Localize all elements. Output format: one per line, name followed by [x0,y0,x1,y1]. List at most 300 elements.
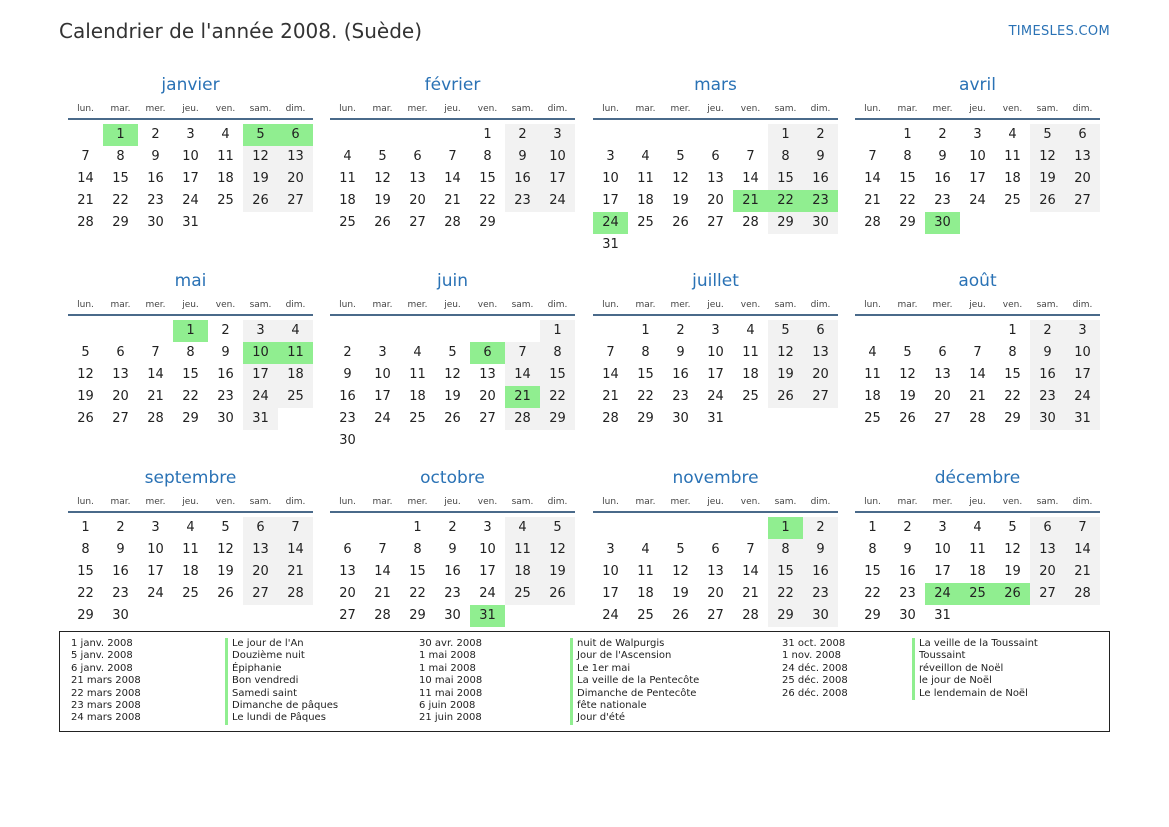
day-cell: 5 [903,345,912,360]
day-cell: 30 [1030,408,1065,430]
day-cell: 3 [938,520,947,535]
day-cell: 26 [768,386,803,408]
day-cell: 25 [182,586,199,601]
weekday-label: ven. [1002,104,1023,114]
holiday-date: 1 janv. 2008 [71,638,133,649]
holiday-date: 24 déc. 2008 [782,662,848,674]
day-cell: 3 [243,320,278,342]
day-cell: 30 [803,605,838,627]
weekday-label: ven. [215,300,236,310]
holiday-date: 25 déc. 2008 [782,675,848,687]
day-cell: 20 [934,389,951,404]
day-cell: 7 [378,542,387,557]
holiday-name: Le 1er mai [577,662,631,674]
day-cell: 10 [969,149,986,164]
day-cell: 3 [711,323,720,338]
holiday-name: Le lendemain de Noël [919,687,1028,699]
day-cell: 27 [803,386,838,408]
day-cell: 6 [938,345,947,360]
weekday-label: dim. [547,300,568,310]
weekday-label: ven. [740,104,761,114]
day-cell: 12 [444,367,461,382]
day-cell: 15 [182,367,199,382]
day-cell: 1 [173,320,208,342]
day-cell: 23 [803,583,838,605]
month-divider [330,314,575,316]
month-divider [68,314,313,316]
weekday-label: mer. [407,104,428,114]
weekday-label: lun. [77,300,94,310]
holiday-dates [419,638,482,725]
day-cell: 25 [505,583,540,605]
day-cell: 4 [641,542,650,557]
day-cell: 24 [243,386,278,408]
day-cell: 7 [505,342,540,364]
holiday-name: Dimanche de pâques [232,699,339,711]
weekday-label: mar. [372,104,393,114]
day-cell: 31 [707,411,724,426]
day-cell: 30 [925,212,960,234]
holiday-names [225,638,338,725]
day-cell: 28 [77,215,94,230]
day-cell: 23 [934,193,951,208]
holiday-names [912,638,1038,700]
day-cell: 19 [672,586,689,601]
weekday-label: lun. [339,497,356,507]
holiday-name: Toussaint [919,650,966,662]
day-cell: 20 [707,193,724,208]
day-cell: 7 [973,345,982,360]
day-cell: 15 [1004,367,1021,382]
weekday-label: sam. [774,104,797,114]
day-cell: 30 [217,411,234,426]
weekday-label: ven. [477,300,498,310]
day-cell: 14 [602,367,619,382]
day-cell: 14 [864,171,881,186]
day-cell: 23 [339,411,356,426]
day-cell: 7 [81,149,90,164]
day-cell: 2 [803,124,838,146]
day-cell: 13 [409,171,426,186]
day-cell: 26 [243,190,278,212]
day-cell: 24 [602,608,619,623]
weekday-label: sam. [1036,104,1059,114]
day-cell: 25 [742,389,759,404]
day-cell: 20 [243,561,278,583]
holiday-date: 1 nov. 2008 [782,650,841,662]
day-cell: 1 [1008,323,1017,338]
holiday-name: La veille de la Toussaint [919,638,1038,649]
weekday-label: ven. [477,497,498,507]
day-cell: 17 [374,389,391,404]
day-cell: 21 [602,389,619,404]
day-cell: 3 [606,149,615,164]
day-cell: 4 [278,320,313,342]
day-cell: 7 [746,542,755,557]
day-cell: 8 [768,539,803,561]
weekday-label: mer. [932,300,953,310]
day-cell: 16 [899,564,916,579]
weekday-label: sam. [511,300,534,310]
day-cell: 4 [343,149,352,164]
day-cell: 18 [182,564,199,579]
day-cell: 6 [711,149,720,164]
day-cell: 4 [746,323,755,338]
day-cell: 5 [1008,520,1017,535]
day-cell: 5 [676,542,685,557]
day-cell: 10 [934,542,951,557]
day-cell: 15 [768,561,803,583]
day-cell: 26 [77,411,94,426]
weekday-label: mer. [670,497,691,507]
day-cell: 18 [505,561,540,583]
day-cell: 13 [278,146,313,168]
day-cell: 12 [768,342,803,364]
holiday-name: La veille de la Pentecôte [577,675,700,687]
holiday-names [570,638,699,725]
weekday-label: mer. [932,104,953,114]
month-name: décembre [934,468,1021,488]
weekday-label: mar. [635,497,656,507]
weekday-label: jeu. [707,104,724,114]
weekday-label: mar. [897,104,918,114]
weekday-label: jeu. [969,497,986,507]
day-cell: 4 [186,520,195,535]
day-cell: 24 [479,586,496,601]
day-cell: 9 [151,149,160,164]
day-cell: 18 [409,389,426,404]
day-cell: 29 [1004,411,1021,426]
month-divider [855,314,1100,316]
day-cell: 11 [278,342,313,364]
day-cell: 1 [103,124,138,146]
day-cell: 16 [505,168,540,190]
day-cell: 28 [602,411,619,426]
day-cell: 19 [899,389,916,404]
day-cell: 9 [938,149,947,164]
day-cell: 11 [637,564,654,579]
day-cell: 31 [1065,408,1100,430]
day-cell: 28 [147,411,164,426]
day-cell: 28 [505,408,540,430]
day-cell: 9 [116,542,125,557]
weekday-label: lun. [602,300,619,310]
day-cell: 5 [768,320,803,342]
day-cell: 26 [1030,190,1065,212]
brand-link[interactable]: TIMESLES.COM [1008,24,1110,39]
day-cell: 21 [374,586,391,601]
day-cell: 17 [602,586,619,601]
weekday-label: dim. [547,497,568,507]
weekday-label: dim. [285,300,306,310]
day-cell: 21 [742,586,759,601]
day-cell: 21 [733,190,768,212]
day-cell: 27 [278,190,313,212]
day-cell: 8 [768,146,803,168]
day-cell: 29 [112,215,129,230]
day-cell: 24 [593,212,628,234]
holiday-date: 31 oct. 2008 [782,638,846,649]
day-cell: 2 [221,323,230,338]
day-cell: 15 [77,564,94,579]
weekday-label: dim. [1072,300,1093,310]
day-cell: 16 [112,564,129,579]
day-cell: 3 [973,127,982,142]
day-cell: 20 [1065,168,1100,190]
day-cell: 7 [746,149,755,164]
day-cell: 26 [995,583,1030,605]
weekday-label: dim. [1072,104,1093,114]
day-cell: 15 [899,171,916,186]
day-cell: 24 [925,583,960,605]
holiday-date: 24 mars 2008 [71,712,141,724]
day-cell: 21 [444,193,461,208]
day-cell: 10 [540,146,575,168]
day-cell: 13 [934,367,951,382]
day-cell: 18 [278,364,313,386]
day-cell: 9 [803,146,838,168]
day-cell: 14 [1065,539,1100,561]
weekday-label: mer. [670,104,691,114]
day-cell: 29 [77,608,94,623]
day-cell: 31 [470,605,505,627]
day-cell: 3 [378,345,387,360]
weekday-label: lun. [339,300,356,310]
month-divider [855,118,1100,120]
weekday-label: mer. [670,300,691,310]
day-cell: 27 [339,608,356,623]
day-cell: 17 [602,193,619,208]
weekday-label: ven. [215,497,236,507]
day-cell: 11 [637,171,654,186]
weekday-label: sam. [1036,497,1059,507]
day-cell: 7 [1065,517,1100,539]
day-cell: 5 [243,124,278,146]
day-cell: 24 [1065,386,1100,408]
day-cell: 10 [182,149,199,164]
holiday-date: 26 déc. 2008 [782,687,848,699]
weekday-label: jeu. [182,300,199,310]
holiday-name: fête nationale [577,699,647,711]
day-cell: 5 [1030,124,1065,146]
day-cell: 30 [899,608,916,623]
day-cell: 19 [1030,168,1065,190]
day-cell: 30 [444,608,461,623]
weekday-label: mar. [635,300,656,310]
day-cell: 2 [903,520,912,535]
day-cell: 31 [602,237,619,252]
day-cell: 28 [864,215,881,230]
day-cell: 14 [969,367,986,382]
day-cell: 6 [1065,124,1100,146]
day-cell: 16 [147,171,164,186]
day-cell: 22 [899,193,916,208]
day-cell: 13 [479,367,496,382]
day-cell: 8 [81,542,90,557]
weekday-label: ven. [740,300,761,310]
day-cell: 13 [243,539,278,561]
day-cell: 17 [1065,364,1100,386]
day-cell: 9 [448,542,457,557]
day-cell: 2 [938,127,947,142]
weekday-label: jeu. [707,300,724,310]
day-cell: 27 [1030,583,1065,605]
day-cell: 25 [339,215,356,230]
day-cell: 1 [81,520,90,535]
day-cell: 22 [479,193,496,208]
day-cell: 3 [151,520,160,535]
weekday-label: ven. [1002,497,1023,507]
day-cell: 9 [221,345,230,360]
weekday-label: sam. [249,497,272,507]
weekday-label: ven. [740,497,761,507]
day-cell: 29 [540,408,575,430]
day-cell: 7 [278,517,313,539]
day-cell: 30 [112,608,129,623]
holiday-dates [782,638,848,700]
day-cell: 6 [278,124,313,146]
holiday-date: 6 janv. 2008 [71,662,133,674]
day-cell: 8 [1008,345,1017,360]
day-cell: 4 [413,345,422,360]
day-cell: 19 [768,364,803,386]
day-cell: 18 [864,389,881,404]
day-cell: 25 [960,583,995,605]
day-cell: 16 [444,564,461,579]
day-cell: 1 [768,517,803,539]
day-cell: 2 [116,520,125,535]
day-cell: 11 [864,367,881,382]
day-cell: 7 [606,345,615,360]
day-cell: 23 [899,586,916,601]
day-cell: 1 [483,127,492,142]
day-cell: 2 [448,520,457,535]
day-cell: 13 [1030,539,1065,561]
weekday-label: sam. [774,300,797,310]
day-cell: 29 [637,411,654,426]
day-cell: 20 [409,193,426,208]
holiday-name: Le jour de l'An [232,638,304,649]
day-cell: 21 [147,389,164,404]
day-cell: 25 [1004,193,1021,208]
day-cell: 19 [374,193,391,208]
holiday-name: nuit de Walpurgis [577,638,665,649]
day-cell: 26 [672,608,689,623]
day-cell: 22 [768,583,803,605]
month-name: septembre [144,468,237,488]
day-cell: 28 [1065,583,1100,605]
day-cell: 10 [1065,342,1100,364]
day-cell: 23 [803,190,838,212]
day-cell: 26 [444,411,461,426]
day-cell: 16 [803,561,838,583]
weekday-label: lun. [339,104,356,114]
weekday-label: mar. [372,497,393,507]
day-cell: 19 [77,389,94,404]
day-cell: 8 [641,345,650,360]
day-cell: 6 [343,542,352,557]
day-cell: 18 [339,193,356,208]
weekday-label: jeu. [707,497,724,507]
month-name: juin [437,271,468,291]
day-cell: 6 [413,149,422,164]
day-cell: 15 [540,364,575,386]
day-cell: 1 [903,127,912,142]
weekday-label: jeu. [969,300,986,310]
month-name: août [958,271,997,291]
day-cell: 25 [409,411,426,426]
day-cell: 7 [868,149,877,164]
day-cell: 19 [444,389,461,404]
day-cell: 12 [77,367,94,382]
day-cell: 8 [186,345,195,360]
day-cell: 5 [81,345,90,360]
day-cell: 18 [1004,171,1021,186]
day-cell: 9 [1030,342,1065,364]
day-cell: 6 [711,542,720,557]
day-cell: 2 [343,345,352,360]
month-divider [68,118,313,120]
day-cell: 9 [505,146,540,168]
weekday-label: mer. [145,300,166,310]
holiday-name: Douzième nuit [232,650,305,662]
holiday-dates [71,638,141,725]
weekday-label: dim. [810,497,831,507]
day-cell: 28 [278,583,313,605]
weekday-label: mar. [372,300,393,310]
day-cell: 26 [899,411,916,426]
weekday-label: mer. [145,104,166,114]
day-cell: 8 [868,542,877,557]
day-cell: 15 [409,564,426,579]
day-cell: 11 [217,149,234,164]
day-cell: 7 [151,345,160,360]
weekday-label: lun. [602,497,619,507]
day-cell: 19 [217,564,234,579]
day-cell: 20 [112,389,129,404]
month-divider [593,314,838,316]
day-cell: 26 [672,215,689,230]
day-cell: 21 [1065,561,1100,583]
day-cell: 11 [409,367,426,382]
day-cell: 10 [602,171,619,186]
day-cell: 30 [147,215,164,230]
day-cell: 5 [221,520,230,535]
weekday-label: sam. [511,104,534,114]
day-cell: 14 [742,171,759,186]
day-cell: 24 [969,193,986,208]
holiday-name: Samedi saint [232,687,298,699]
day-cell: 9 [676,345,685,360]
day-cell: 26 [374,215,391,230]
day-cell: 31 [243,408,278,430]
day-cell: 27 [243,583,278,605]
day-cell: 23 [147,193,164,208]
day-cell: 12 [672,171,689,186]
day-cell: 23 [217,389,234,404]
day-cell: 18 [637,193,654,208]
day-cell: 12 [1030,146,1065,168]
day-cell: 16 [339,389,356,404]
day-cell: 10 [243,342,278,364]
day-cell: 26 [540,583,575,605]
day-cell: 6 [470,342,505,364]
day-cell: 2 [803,517,838,539]
day-cell: 12 [243,146,278,168]
day-cell: 22 [637,389,654,404]
day-cell: 30 [672,411,689,426]
month-name: avril [959,75,996,95]
